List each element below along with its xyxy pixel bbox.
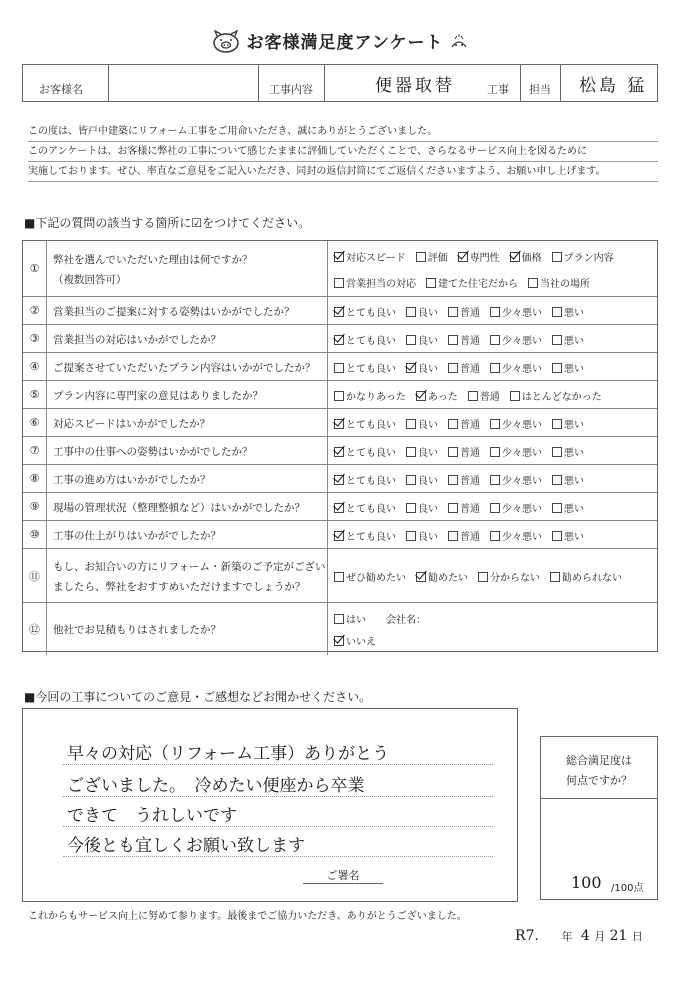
- option-label: 普通: [460, 336, 480, 347]
- option-label: プラン内容: [563, 253, 614, 264]
- staff-label: 担当: [529, 83, 551, 96]
- option-line: [334, 444, 594, 459]
- option-label: 少々悪い: [502, 504, 542, 515]
- option-label: とても良い: [346, 504, 396, 515]
- empty-box-icon: [468, 391, 478, 401]
- option-label: 少々悪い: [502, 364, 542, 375]
- score-question-line-2: 何点ですか？: [566, 774, 632, 787]
- empty-box-icon: [426, 278, 436, 288]
- empty-box-icon: [490, 531, 500, 541]
- option-checkbox[interactable]: [334, 416, 396, 431]
- option-checkbox[interactable]: [334, 304, 396, 319]
- pig-logo-icon: [211, 30, 241, 58]
- question-subtext: ましたら、弊社をおすすめいただけますでしょうか？: [53, 581, 306, 593]
- question-text: 工事の仕上がりはいかがでしたか？: [53, 530, 221, 542]
- option-checkbox[interactable]: [490, 360, 542, 375]
- question-number: ⑪: [23, 549, 47, 602]
- empty-box-icon: [448, 335, 458, 345]
- option-checkbox[interactable]: [416, 249, 448, 264]
- question-options: [327, 353, 657, 380]
- work-label-cell: [259, 65, 325, 101]
- option-label: 少々悪い: [502, 448, 542, 459]
- question-row: [23, 465, 657, 493]
- option-checkbox[interactable]: [528, 275, 590, 290]
- question-options: [327, 325, 657, 352]
- empty-box-icon: [448, 531, 458, 541]
- option-label: 評価: [427, 253, 448, 264]
- empty-box-icon: [490, 307, 500, 317]
- empty-box-icon: [552, 252, 562, 262]
- empty-box-icon: [490, 503, 500, 513]
- comment-line-2: ございました。 冷めたい便座から卒業: [67, 776, 365, 796]
- option-checkbox[interactable]: [448, 528, 480, 543]
- option-label: 悪い: [564, 420, 584, 431]
- question-text: 弊社を選んでいただいた理由は何ですか？: [53, 254, 253, 266]
- date-day-label: 日: [631, 930, 643, 943]
- empty-box-icon: [334, 614, 344, 624]
- empty-box-icon: [406, 503, 416, 513]
- option-checkbox[interactable]: [406, 416, 438, 431]
- option-checkbox[interactable]: [552, 444, 584, 459]
- empty-box-icon: [448, 363, 458, 373]
- page-title: お客様満足度アンケート: [246, 33, 444, 53]
- empty-box-icon: [448, 503, 458, 513]
- empty-box-icon: [416, 252, 426, 262]
- checked-box-icon: [334, 636, 344, 646]
- question-subtext: （複数回答可）: [53, 274, 127, 286]
- option-checkbox[interactable]: [448, 360, 480, 375]
- option-checkbox[interactable]: [490, 528, 542, 543]
- date-day: 21: [609, 928, 628, 944]
- option-label: 少々悪い: [502, 336, 542, 347]
- empty-box-icon: [552, 419, 562, 429]
- option-label: かなりあった: [346, 392, 406, 403]
- question-number: ⑫: [23, 603, 47, 655]
- score-value: 100: [571, 873, 602, 892]
- option-checkbox[interactable]: [468, 388, 500, 403]
- empty-box-icon: [448, 419, 458, 429]
- question-options: [327, 381, 657, 408]
- option-checkbox[interactable]: [406, 500, 438, 515]
- option-label: 悪い: [564, 364, 584, 375]
- checked-box-icon: [510, 252, 520, 262]
- option-checkbox[interactable]: [552, 416, 584, 431]
- option-checkbox[interactable]: [552, 528, 584, 543]
- option-line: [334, 500, 594, 515]
- question-number: ⑥: [23, 409, 47, 436]
- option-label: 悪い: [564, 476, 584, 487]
- empty-box-icon: [334, 572, 344, 582]
- option-checkbox[interactable]: [552, 249, 614, 264]
- question-options: [327, 493, 657, 520]
- option-checkbox[interactable]: [426, 275, 518, 290]
- option-label: あった: [427, 392, 458, 403]
- question-row: [23, 493, 657, 521]
- option-checkbox[interactable]: [334, 388, 406, 403]
- option-checkbox[interactable]: [490, 304, 542, 319]
- score-question-line-1: 総合満足度は: [566, 754, 632, 767]
- question-options: [327, 409, 657, 436]
- option-checkbox[interactable]: [448, 304, 480, 319]
- option-label: 価格: [521, 253, 542, 264]
- option-label: 普通: [460, 364, 480, 375]
- option-label: 対応スピード: [346, 253, 406, 264]
- date-year-label: 年: [561, 930, 573, 943]
- empty-box-icon: [550, 572, 560, 582]
- option-checkbox[interactable]: [406, 444, 438, 459]
- empty-box-icon: [334, 278, 344, 288]
- option-label: 普通: [460, 420, 480, 431]
- option-label: 悪い: [564, 308, 584, 319]
- footer-thanks: これからもサービス向上に努めて参ります。最後までご協力いただき、ありがとうございました。: [28, 911, 467, 922]
- question-row: [23, 297, 657, 325]
- option-checkbox[interactable]: [334, 500, 396, 515]
- question-text: 対応スピードはいかがでしたか？: [53, 418, 211, 430]
- empty-box-icon: [334, 391, 344, 401]
- option-label: 営業担当の対応: [346, 279, 416, 290]
- question-text: 現場の管理状況（整理整頓など）はいかがでしたか？: [53, 502, 305, 514]
- work-field[interactable]: [325, 65, 521, 101]
- option-checkbox[interactable]: [448, 472, 480, 487]
- satisfaction-score-box[interactable]: [540, 736, 658, 900]
- question-row: [23, 325, 657, 353]
- option-label: とても良い: [346, 420, 396, 431]
- empty-box-icon: [528, 278, 538, 288]
- option-label: 勧めたい: [428, 573, 468, 584]
- option-checkbox[interactable]: [334, 569, 406, 584]
- checked-box-icon: [334, 503, 344, 513]
- empty-box-icon: [406, 335, 416, 345]
- option-line: [334, 332, 594, 347]
- question-text: 営業担当の対応はいかがでしたか？: [53, 334, 221, 346]
- customer-name-field[interactable]: [109, 65, 259, 101]
- question-number: ②: [23, 297, 47, 324]
- question-row: [23, 521, 657, 549]
- option-label: とても良い: [346, 532, 396, 543]
- option-checkbox[interactable]: [458, 249, 500, 264]
- option-checkbox[interactable]: [448, 444, 480, 459]
- checked-box-icon: [334, 447, 344, 457]
- question-number: ④: [23, 353, 47, 380]
- empty-box-icon: [406, 307, 416, 317]
- option-checkbox[interactable]: [552, 304, 584, 319]
- option-checkbox[interactable]: [334, 444, 396, 459]
- option-checkbox[interactable]: [552, 500, 584, 515]
- option-checkbox[interactable]: [510, 388, 602, 403]
- checked-box-icon: [416, 391, 426, 401]
- checked-box-icon: [458, 252, 468, 262]
- empty-box-icon: [552, 335, 562, 345]
- option-checkbox[interactable]: [334, 332, 396, 347]
- option-checkbox[interactable]: [490, 500, 542, 515]
- option-label: 普通: [460, 532, 480, 543]
- checked-box-icon: [334, 335, 344, 345]
- checked-box-icon: [406, 363, 416, 373]
- checked-box-icon: [334, 531, 344, 541]
- question-options: [327, 603, 657, 655]
- option-label: はとんどなかった: [521, 392, 602, 403]
- option-checkbox[interactable]: [510, 249, 542, 264]
- option-checkbox[interactable]: [490, 472, 542, 487]
- question-options: [327, 241, 657, 296]
- question-text: 工事の進め方はいかがでしたか？: [53, 474, 211, 486]
- option-label: 分からない: [490, 573, 540, 584]
- empty-box-icon: [406, 447, 416, 457]
- option-checkbox[interactable]: [416, 388, 458, 403]
- option-line: [334, 388, 612, 403]
- question-options: [327, 297, 657, 324]
- question-number: ⑩: [23, 521, 47, 548]
- option-label: 普通: [460, 308, 480, 319]
- option-checkbox[interactable]: [334, 249, 406, 264]
- empty-box-icon: [552, 363, 562, 373]
- empty-box-icon: [490, 419, 500, 429]
- option-line: [334, 416, 594, 431]
- option-checkbox[interactable]: [334, 360, 396, 375]
- option-line: [334, 569, 632, 584]
- option-label: 良い: [418, 476, 438, 487]
- option-line: [334, 249, 624, 264]
- option-line: [334, 528, 594, 543]
- question-number: ⑨: [23, 493, 47, 520]
- option-checkbox[interactable]: [406, 332, 438, 347]
- empty-box-icon: [334, 363, 344, 373]
- empty-box-icon: [406, 531, 416, 541]
- option-checkbox[interactable]: [334, 275, 416, 290]
- option-label: 普通: [460, 504, 480, 515]
- option-checkbox[interactable]: [552, 332, 584, 347]
- option-label: 当社の場所: [540, 279, 590, 290]
- question-row: [23, 353, 657, 381]
- option-checkbox[interactable]: [448, 500, 480, 515]
- checked-box-icon: [334, 419, 344, 429]
- option-label: とても良い: [346, 308, 396, 319]
- question-row: [23, 437, 657, 465]
- comment-line-3: できて うれしいです: [67, 806, 237, 826]
- option-label: 勧められない: [562, 573, 622, 584]
- option-line: [334, 360, 594, 375]
- question-text: 営業担当のご提案に対する姿勢はいかがでしたか？: [53, 306, 295, 318]
- option-checkbox[interactable]: [406, 304, 438, 319]
- option-label: 悪い: [564, 532, 584, 543]
- question-text: もし、お知合いの方にリフォーム・新築のご予定がござい: [53, 561, 326, 573]
- option-label: 良い: [418, 364, 438, 375]
- date-month-label: 月: [594, 930, 606, 943]
- intro-line-2: このアンケートは、お客様に弊社の工事について感じたままに評価していただくことで、さらなるサービス向上を図るために: [28, 142, 658, 162]
- date-month: 4: [580, 928, 590, 944]
- option-label: 普通: [460, 448, 480, 459]
- work-value: 便器取替: [375, 76, 455, 96]
- option-label: ぜひ勧めたい: [346, 573, 406, 584]
- option-line: [334, 304, 594, 319]
- empty-box-icon: [406, 475, 416, 485]
- question-text: ご提案させていただいたプラン内容はいかがでしたか？: [53, 362, 316, 374]
- checked-box-icon: [334, 475, 344, 485]
- option-label: とても良い: [346, 448, 396, 459]
- option-line: [334, 611, 436, 626]
- empty-box-icon: [478, 572, 488, 582]
- option-checkbox[interactable]: [406, 528, 438, 543]
- staff-label-cell: [521, 65, 561, 101]
- empty-box-icon: [552, 531, 562, 541]
- question-row: [23, 241, 657, 297]
- option-checkbox[interactable]: [406, 360, 438, 375]
- empty-box-icon: [490, 475, 500, 485]
- empty-box-icon: [490, 447, 500, 457]
- option-checkbox[interactable]: [416, 569, 468, 584]
- question-text: プラン内容に専門家の意見はありましたか？: [53, 390, 263, 402]
- customer-name-label: お客様名: [39, 83, 83, 96]
- staff-field[interactable]: [561, 65, 657, 101]
- empty-box-icon: [552, 503, 562, 513]
- customer-info-table: [22, 64, 658, 102]
- empty-box-icon: [552, 475, 562, 485]
- question-number: ⑧: [23, 465, 47, 492]
- questions-table: [22, 240, 658, 652]
- question-text: 工事中の仕事への姿勢はいかがでしたか？: [53, 446, 253, 458]
- option-checkbox[interactable]: [406, 472, 438, 487]
- question-number: ⑤: [23, 381, 47, 408]
- question-text: 他社でお見積もりはされましたか？: [53, 624, 221, 636]
- question-row: [23, 409, 657, 437]
- comment-box[interactable]: [22, 708, 518, 902]
- question-options: [327, 465, 657, 492]
- option-checkbox[interactable]: [552, 472, 584, 487]
- option-label: 少々悪い: [502, 476, 542, 487]
- option-line: [334, 275, 600, 290]
- title-area: [0, 28, 680, 58]
- option-label: 良い: [418, 532, 438, 543]
- option-label: 良い: [418, 504, 438, 515]
- option-label: 建てた住宅だから: [438, 279, 518, 290]
- staff-value: 松島 猛: [579, 76, 648, 96]
- date-row: [515, 928, 643, 944]
- work-label: 工事内容: [269, 83, 313, 96]
- option-label: 悪い: [564, 448, 584, 459]
- empty-box-icon: [448, 475, 458, 485]
- option-checkbox[interactable]: [490, 444, 542, 459]
- option-checkbox[interactable]: [334, 528, 396, 543]
- option-label: 専門性: [469, 253, 500, 264]
- option-label: 普通: [479, 392, 500, 403]
- option-label: 少々悪い: [502, 420, 542, 431]
- option-checkbox[interactable]: [490, 416, 542, 431]
- empty-box-icon: [490, 363, 500, 373]
- question-row: [23, 549, 657, 603]
- option-label: 良い: [418, 420, 438, 431]
- checked-box-icon: [416, 572, 426, 582]
- intro-line-1: この度は、皆戸中建築にリフォーム工事をご用命いただき、誠にありがとうございました。: [28, 122, 658, 142]
- comment-line-4: 今後とも宜しくお願い致します: [67, 836, 305, 856]
- empty-box-icon: [490, 335, 500, 345]
- option-label: いいえ: [346, 637, 376, 648]
- question-row: [23, 603, 657, 655]
- empty-box-icon: [552, 447, 562, 457]
- option-checkbox[interactable]: [550, 569, 622, 584]
- option-checkbox[interactable]: [448, 332, 480, 347]
- customer-name-label-cell: [23, 65, 109, 101]
- option-label: 悪い: [564, 336, 584, 347]
- option-checkbox[interactable]: [448, 416, 480, 431]
- option-label: はい 会社名：: [346, 615, 426, 626]
- option-label: 少々悪い: [502, 532, 542, 543]
- comment-line-1: 早々の対応（リフォーム工事）ありがとう: [67, 744, 390, 764]
- score-question: [541, 737, 657, 799]
- intro-line-3: 実施しております。ぜひ、率直なご意見をご記入いただき、同封の返信封筒にてご返信くださいますよう、お願い申し上げます。: [28, 162, 658, 182]
- empty-box-icon: [510, 391, 520, 401]
- date-era: R7.: [515, 928, 539, 944]
- empty-box-icon: [406, 419, 416, 429]
- option-label: 良い: [418, 308, 438, 319]
- checked-box-icon: [334, 252, 344, 262]
- option-checkbox[interactable]: [490, 332, 542, 347]
- empty-box-icon: [448, 447, 458, 457]
- comment-section-title: ■今回の工事についてのご意見・ご感想などお聞かせください。: [24, 690, 372, 704]
- signature-label: ご署名: [303, 867, 383, 884]
- option-label: 良い: [418, 336, 438, 347]
- question-row: [23, 381, 657, 409]
- question-options: [327, 521, 657, 548]
- question-number: ⑦: [23, 437, 47, 464]
- option-label: 良い: [418, 448, 438, 459]
- score-suffix: /100点: [611, 883, 644, 894]
- option-label: とても良い: [346, 476, 396, 487]
- question-options: [327, 549, 657, 602]
- option-checkbox[interactable]: [334, 472, 396, 487]
- question-number: ①: [23, 241, 47, 296]
- sparkle-decoration-icon: [449, 33, 469, 55]
- option-label: とても良い: [346, 364, 396, 375]
- option-line: [334, 472, 594, 487]
- option-label: 少々悪い: [502, 308, 542, 319]
- question-number: ③: [23, 325, 47, 352]
- question-options: [327, 437, 657, 464]
- questions-section-title: ■下記の質問の該当する箇所に☑をつけてください。: [24, 216, 311, 230]
- option-label: 悪い: [564, 504, 584, 515]
- empty-box-icon: [448, 307, 458, 317]
- empty-box-icon: [552, 307, 562, 317]
- option-label: とても良い: [346, 336, 396, 347]
- checked-box-icon: [334, 307, 344, 317]
- option-checkbox[interactable]: [334, 611, 426, 626]
- option-checkbox[interactable]: [478, 569, 540, 584]
- option-line: [334, 633, 386, 648]
- work-suffix: 工事: [487, 83, 509, 96]
- option-checkbox[interactable]: [552, 360, 584, 375]
- option-checkbox[interactable]: [334, 633, 376, 648]
- option-label: 普通: [460, 476, 480, 487]
